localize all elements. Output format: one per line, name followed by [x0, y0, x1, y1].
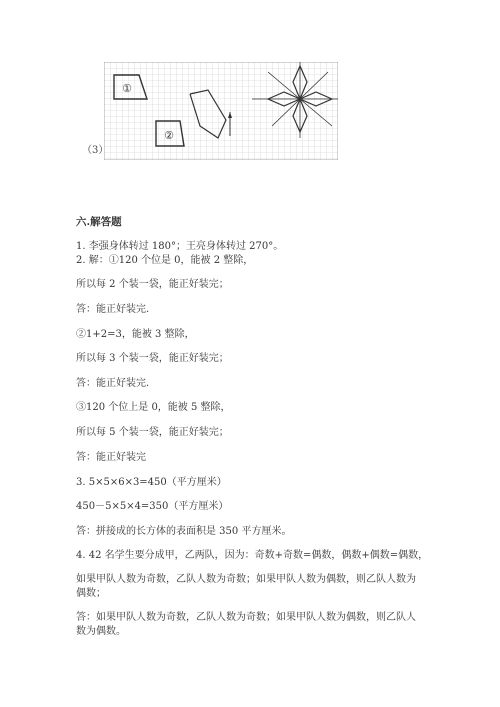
answer-line: 3. 5×5×6×3=450（平方厘米）: [76, 477, 227, 488]
answer-line: 答：能正好装完: [76, 452, 146, 463]
answer-line: 如果甲队人数为奇数，乙队人数为奇数；如果甲队人数为偶数，则乙队人数为: [76, 574, 416, 585]
answer-line: 2. 解：①120 个位是 0，能被 2 整除，: [76, 255, 254, 266]
answer-line: 450－5×5×4=350（平方厘米）: [76, 501, 229, 512]
answer-line: 答：拼接成的长方体的表面积是 350 平方厘米。: [76, 526, 292, 537]
answer-line: 所以每 2 个装一袋，能正好装完；: [76, 279, 229, 290]
shape-two-label: ②: [164, 129, 174, 142]
grid-figure: [104, 62, 338, 160]
answer-line: 答：能正好装完.: [76, 378, 150, 389]
answer-line: 答：如果甲队人数为奇数，乙队人数为奇数；如果甲队人数为偶数，则乙队人: [76, 612, 416, 623]
answer-line: ③120 个位上是 0，能被 5 整除，: [76, 402, 231, 413]
answer-line: 1. 李强身体转过 180°；王亮身体转过 270°。: [76, 241, 284, 252]
answer-line: 4. 42 名学生要分成甲，乙两队，因为：奇数+奇数=偶数，偶数+偶数=偶数，: [76, 550, 429, 561]
answer-line: 偶数；: [76, 588, 106, 599]
section-title: 六.解答题: [76, 216, 122, 228]
answer-line: 数为偶数。: [76, 626, 126, 637]
shape-one-label: ①: [122, 82, 132, 95]
answer-line: 答：能正好装完.: [76, 304, 150, 315]
grid-drawing: [104, 62, 338, 160]
answer-line: ②1+2=3，能被 3 整除，: [76, 329, 195, 340]
answer-line: 所以每 5 个装一袋，能正好装完；: [76, 427, 229, 438]
answer-line: 所以每 3 个装一袋，能正好装完；: [76, 353, 229, 364]
figure-label: （3）: [82, 145, 109, 156]
